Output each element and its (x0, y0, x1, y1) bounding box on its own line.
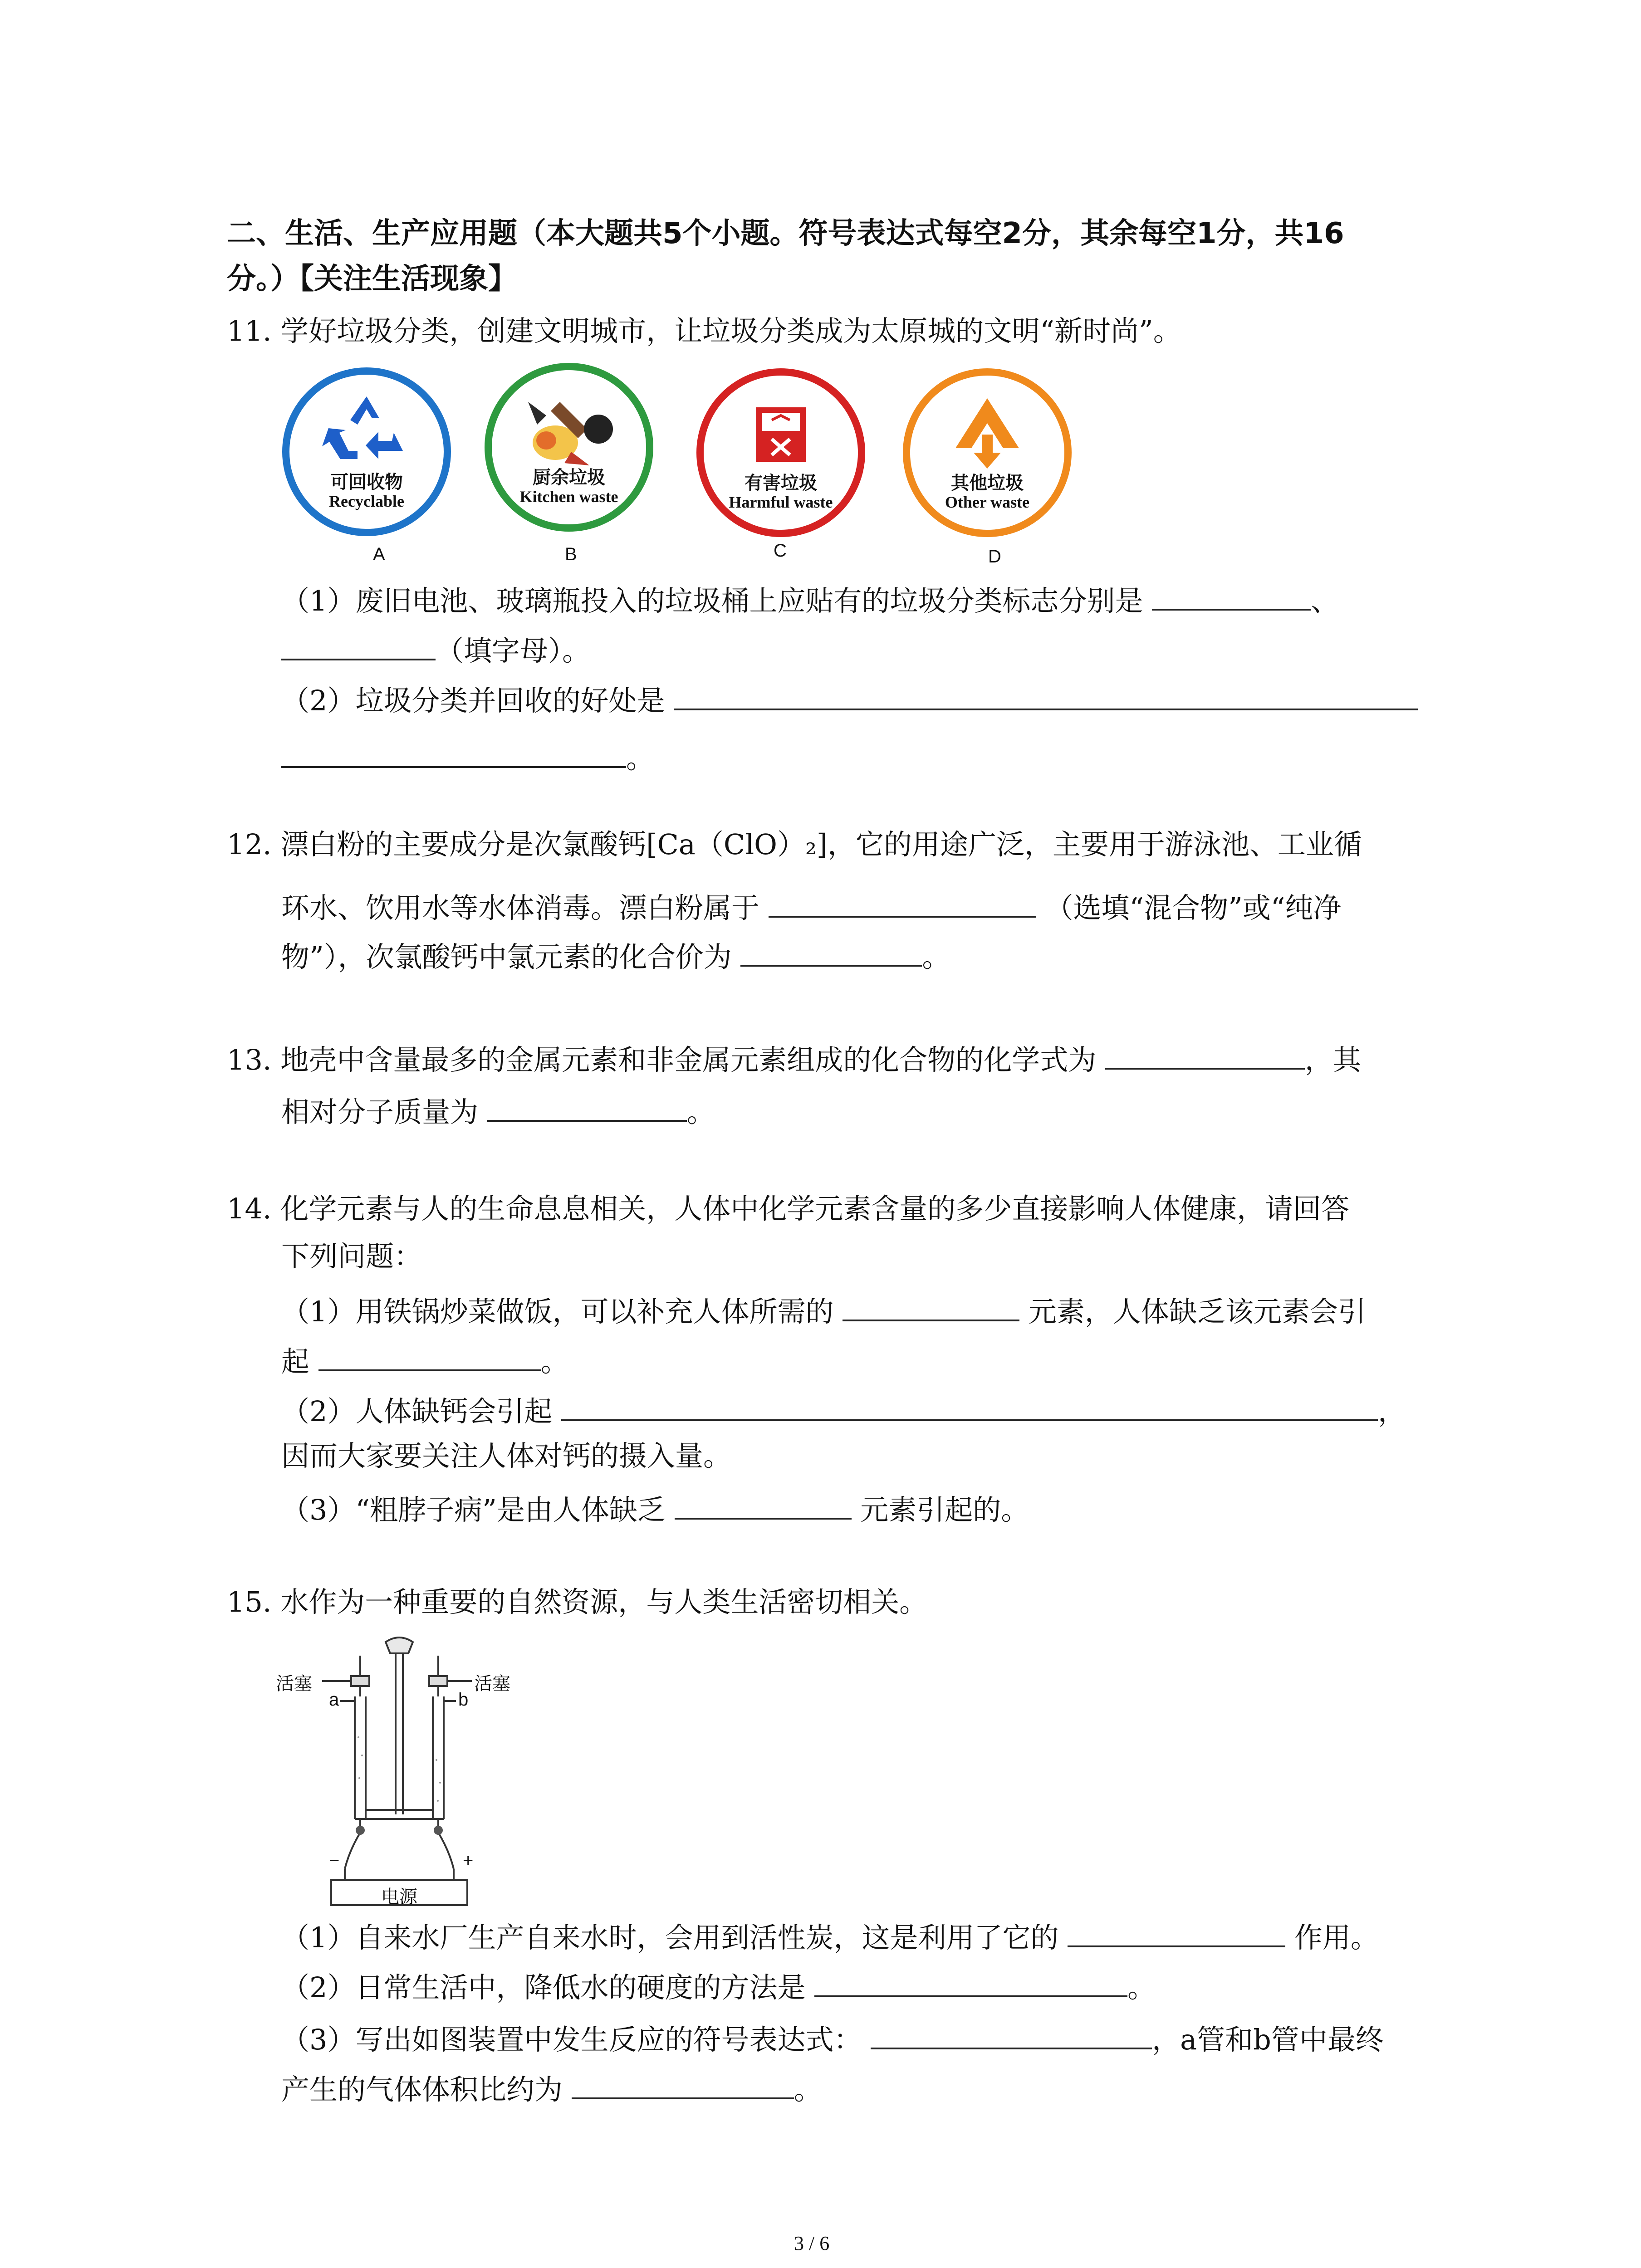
sign-c-en: Harmful waste (729, 493, 833, 511)
q15-p1-line (281, 1916, 1379, 1956)
q13-line1 (227, 1039, 1361, 1078)
q14-line1: 14. 化学元素与人的生命息息相关，人体中化学元素含量的多少直接影响人体健康，请回答 (227, 1192, 1350, 1225)
other-waste-sign (903, 368, 1072, 537)
q14-p2-text: （2）人体缺钙会引起 (281, 1395, 553, 1428)
q14-p3-blank[interactable] (675, 1489, 852, 1520)
q12-line2-hint: （选填“混合物”或“纯净 (1045, 891, 1342, 924)
q11-p2-blank-a[interactable] (674, 679, 1418, 710)
q11-p1-blank1[interactable] (1152, 580, 1311, 611)
q15-p1-text: （1）自来水厂生产自来水时，会用到活性炭，这是利用了它的 (281, 1921, 1059, 1954)
q14-p3-line (281, 1489, 1029, 1528)
q14-p1-blank2[interactable] (318, 1340, 541, 1371)
right-valve-label: 活塞 (474, 1674, 510, 1694)
section-heading-line2: 分。）【关注生活现象】 (227, 262, 517, 296)
q15-p3-blank1[interactable] (871, 2019, 1152, 2049)
tube-a-label: a (329, 1690, 339, 1710)
sign-b-cn: 厨余垃圾 (533, 467, 605, 488)
q15-p2-end: 。 (1127, 1971, 1156, 2004)
q14-p1-blank1[interactable] (843, 1290, 1019, 1321)
q15-p2-text: （2）日常生活中，降低水的硬度的方法是 (281, 1971, 806, 2004)
q11-p2-end: 。 (626, 742, 655, 775)
q11-p1-blank2[interactable] (281, 630, 436, 660)
q12-line3 (281, 936, 950, 975)
q12-blank1[interactable] (769, 887, 1036, 918)
harmful-waste-sign (696, 368, 865, 537)
q15-p2-blank[interactable] (814, 1966, 1127, 1997)
recyclable-sign (282, 367, 451, 536)
sign-b-en: Kitchen waste (519, 488, 618, 506)
food-scraps-icon (492, 375, 646, 470)
sign-d-letter: D (988, 547, 1001, 567)
section-heading-line1: 二、生活、生产应用题（本大题共5个小题。符号表达式每空2分，其余每空1分，共16 (227, 217, 1344, 250)
sign-c-cn: 有害垃圾 (745, 473, 817, 494)
q12-line2-text: 环水、饮用水等水体消毒。漂白粉属于 (281, 891, 760, 924)
q13-line1-text: 13. 地壳中含量最多的金属元素和非金属元素组成的化合物的化学式为 (227, 1043, 1097, 1076)
sign-b-letter: B (565, 544, 577, 564)
q14-p1-text: （1）用铁锅炒菜做饭，可以补充人体所需的 (281, 1295, 834, 1328)
recycle-icon (289, 383, 444, 474)
q11-p2-blank-b[interactable] (281, 737, 626, 768)
electrolysis-apparatus (272, 1624, 526, 1914)
plus-terminal: + (463, 1851, 474, 1871)
q15-p2-line (281, 1966, 1156, 2006)
hazard-bin-icon (704, 389, 858, 480)
q15-p3-end: 。 (794, 2073, 822, 2106)
q11-stem: 11. 学好垃圾分类，创建文明城市，让垃圾分类成为太原城的文明“新时尚”。 (227, 314, 1181, 347)
q14-p1-end: 。 (540, 1345, 569, 1378)
q14-p3-text: （3）“粗脖子病”是由人体缺乏 (281, 1493, 666, 1526)
q11-p2-text: （2）垃圾分类并回收的好处是 (281, 684, 665, 717)
q14-p2-line1 (281, 1390, 1406, 1430)
page-number: 3 / 6 (794, 2232, 830, 2254)
q15-p1-blank[interactable] (1068, 1916, 1285, 1947)
q11-p1-line2 (281, 630, 590, 669)
sign-c-letter: C (774, 541, 787, 561)
q14-p3-end: 元素引起的。 (860, 1493, 1029, 1526)
kitchen-waste-sign (485, 363, 653, 532)
q12-line2 (281, 887, 1342, 926)
q13-line2-end: 。 (686, 1095, 715, 1129)
q12-blank2[interactable] (740, 936, 922, 967)
q12-line1: 12. 漂白粉的主要成分是次氯酸钙[Ca（ClO）₂]，它的用途广泛，主要用于游泳池、工业循 (227, 828, 1362, 861)
q15-p3-mid: ，a管和b管中最终 (1152, 2023, 1384, 2056)
electrolysis-diagram (272, 1624, 526, 1914)
q14-p2-line2: 因而大家要关注人体对钙的摄入量。 (281, 1439, 732, 1472)
q15-p3-text: （3）写出如图装置中发生反应的符号表达式： (281, 2023, 862, 2056)
q15-p3-line2 (281, 2068, 822, 2108)
q15-p1-end: 作用。 (1294, 1921, 1379, 1954)
q13-blank2[interactable] (487, 1091, 687, 1122)
q14-line2: 下列问题： (281, 1240, 422, 1273)
sign-d-cn: 其他垃圾 (951, 473, 1024, 494)
q14-p1-line1 (281, 1290, 1366, 1330)
q12-line3-end: 。 (922, 940, 950, 973)
minus-terminal: − (329, 1851, 340, 1871)
q11-p2-line2 (281, 737, 654, 777)
q15-stem: 15. 水作为一种重要的自然资源，与人类生活密切相关。 (227, 1585, 928, 1618)
sign-d-en: Other waste (945, 493, 1030, 511)
q13-blank1[interactable] (1105, 1039, 1305, 1070)
q14-p1-mid: 元素，人体缺乏该元素会引 (1028, 1295, 1366, 1328)
q15-p3-line1 (281, 2019, 1384, 2058)
q11-p1-sep: 、 (1311, 584, 1339, 617)
q15-p3-blank2[interactable] (572, 2068, 794, 2099)
sign-a-letter: A (373, 544, 385, 564)
q13-line2 (281, 1091, 715, 1130)
q14-p2-comma: ， (1378, 1395, 1406, 1428)
q11-p1-line1 (281, 580, 1339, 619)
power-supply-label: 电源 (381, 1887, 417, 1907)
q11-p1-hint: （填字母）。 (436, 634, 591, 667)
q11-p1-text: （1）废旧电池、玻璃瓶投入的垃圾桶上应贴有的垃圾分类标志分别是 (281, 584, 1143, 617)
q15-p3-ratio: 产生的气体体积比约为 (281, 2073, 563, 2106)
q12-line3-text: 物”），次氯酸钙中氯元素的化合价为 (281, 940, 732, 973)
q11-p2-line1 (281, 679, 1418, 719)
left-valve-label: 活塞 (276, 1674, 312, 1694)
q13-line1-end: ，其 (1305, 1043, 1362, 1076)
q13-line2-text: 相对分子质量为 (281, 1095, 479, 1129)
q14-p1-line2 (281, 1340, 569, 1380)
q14-p2-blank[interactable] (561, 1390, 1378, 1421)
q14-p1-qi: 起 (281, 1345, 310, 1378)
other-waste-icon (910, 389, 1064, 480)
tube-b-label: b (458, 1690, 469, 1710)
sign-a-cn: 可回收物 (330, 472, 403, 493)
sign-a-en: Recyclable (329, 492, 404, 510)
